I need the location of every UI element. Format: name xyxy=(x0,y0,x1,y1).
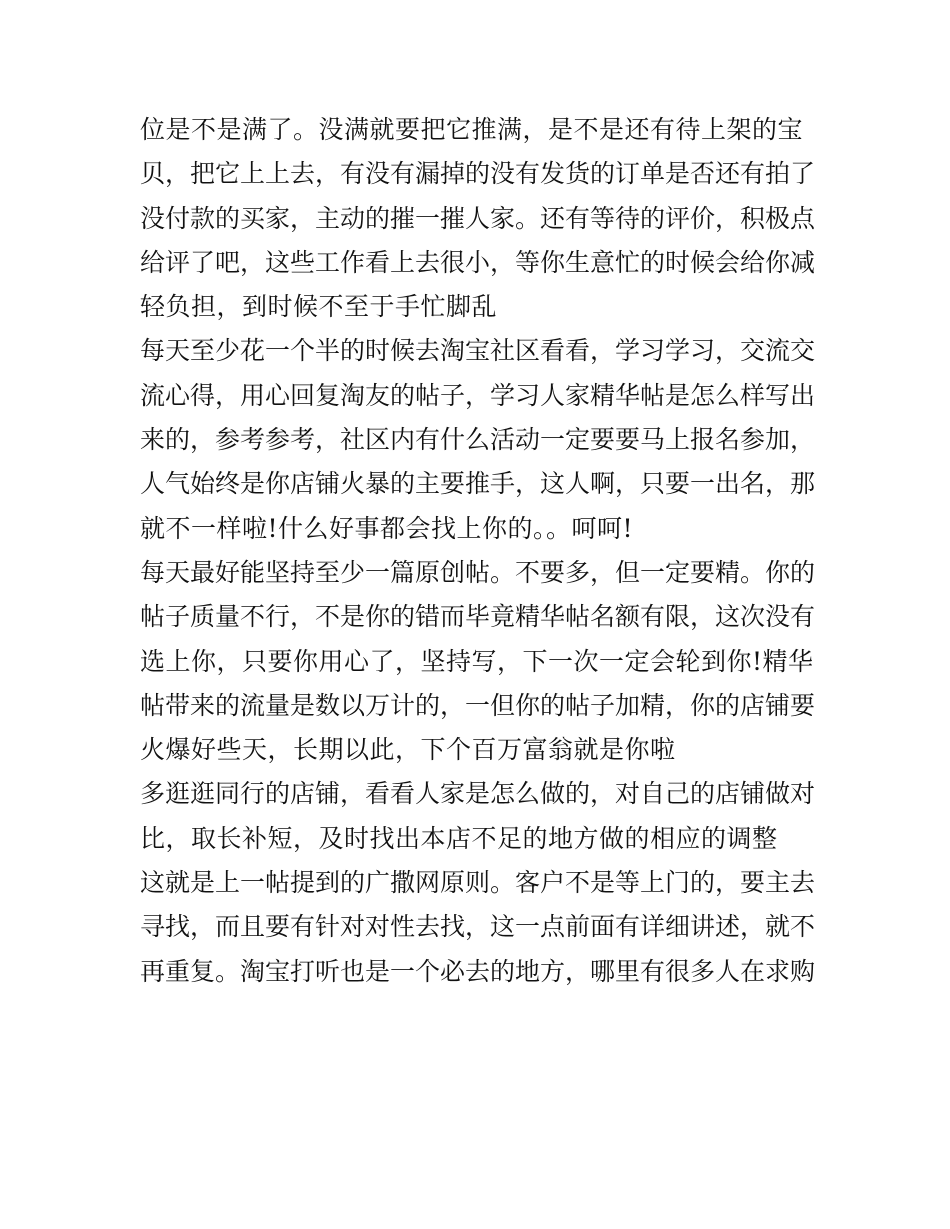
text-line: 火爆好些天，长期以此，下个百万富翁就是你啦 xyxy=(140,735,676,765)
document-body xyxy=(140,108,820,994)
text-line: 每天最好能坚持至少一篇原创帖。不要多，但一定要精。你的 xyxy=(140,557,816,587)
paragraph-competitors xyxy=(140,772,820,861)
paragraph-community xyxy=(140,329,820,550)
text-line: 给评了吧，这些工作看上去很小，等你生意忙的时候会给你减 xyxy=(140,247,816,277)
text-line: 多逛逛同行的店铺，看看人家是怎么做的，对自己的店铺做对 xyxy=(140,779,816,809)
text-line: 轻负担，到时候不至于手忙脚乱 xyxy=(140,292,498,322)
text-line: 比，取长补短，及时找出本店不足的地方做的相应的调整 xyxy=(140,823,778,853)
text-line: 每天至少花一个半的时候去淘宝社区看看，学习学习，交流交 xyxy=(140,336,816,366)
paragraph-shelf-check xyxy=(140,108,820,329)
text-line: 就不一样啦!什么好事都会找上你的。。呵呵! xyxy=(140,513,634,543)
paragraph-wide-net xyxy=(140,861,820,994)
text-line: 位是不是满了。没满就要把它推满，是不是还有待上架的宝 xyxy=(140,115,804,144)
text-line: 帖带来的流量是数以万计的，一但你的帖子加精，你的店铺要 xyxy=(140,690,816,720)
paragraph-original-posts xyxy=(140,551,820,772)
text-line: 来的，参考参考，社区内有什么活动一定要要马上报名参加， xyxy=(140,425,816,455)
text-line: 没付款的买家，主动的摧一摧人家。还有等待的评价，积极点 xyxy=(140,203,816,233)
text-line: 寻找，而且要有针对对性去找，这一点前面有详细讲述，就不 xyxy=(140,912,816,942)
text-line: 贝，把它上上去，有没有漏掉的没有发货的订单是否还有拍了 xyxy=(140,159,816,189)
text-line: 再重复。淘宝打听也是一个必去的地方，哪里有很多人在求购 xyxy=(140,956,816,986)
text-line: 这就是上一帖提到的广撒网原则。客户不是等上门的，要主去 xyxy=(140,868,816,898)
text-line: 帖子质量不行，不是你的错而毕竟精华帖名额有限，这次没有 xyxy=(140,602,816,632)
text-line: 选上你，只要你用心了，坚持写，下一次一定会轮到你!精华 xyxy=(140,646,814,676)
text-line: 流心得，用心回复淘友的帖子，学习人家精华帖是怎么样写出 xyxy=(140,380,816,410)
text-line: 人气始终是你店铺火暴的主要推手，这人啊，只要一出名，那 xyxy=(140,469,816,499)
